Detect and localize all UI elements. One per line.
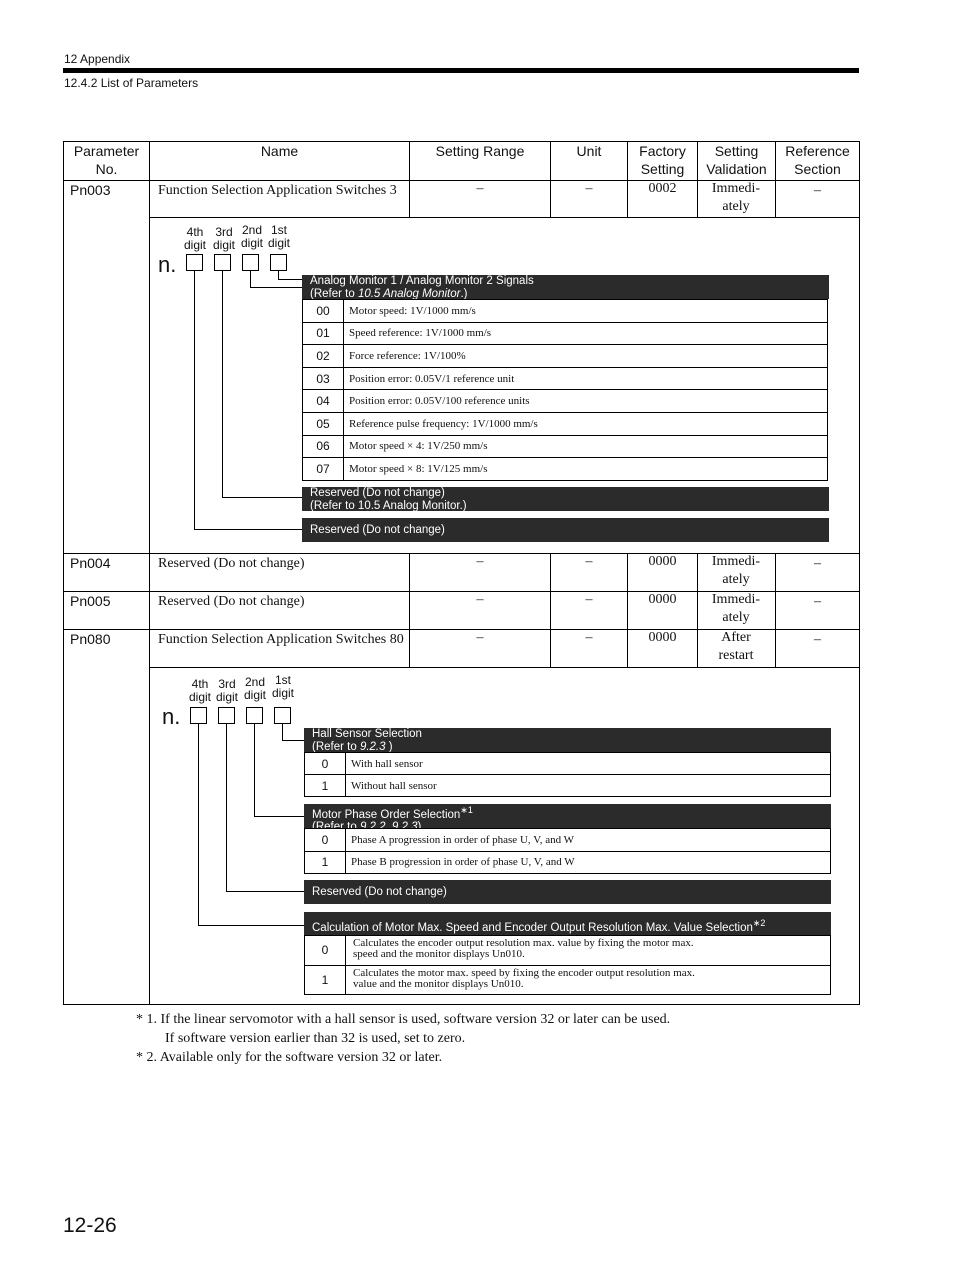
param-number: Pn004 [70,555,111,571]
setting-range: – [476,630,484,645]
analog-monitor-title: Analog Monitor 1 / Analog Monitor 2 Signals [310,275,534,287]
unit: – [585,554,593,569]
col-header-setting-validation: Setting Validation [706,143,767,177]
option-row [302,367,828,391]
n-prefix: n. [158,252,177,277]
reference-section: – [814,183,821,198]
param-number: Pn003 [70,182,111,198]
option-row [302,457,828,481]
digit-box [274,707,291,724]
footnote-marker: ∗2 [752,918,766,928]
option-description: Position error: 0.05V/100 reference units [349,395,530,408]
option-row [304,965,831,996]
param-name: Function Selection Application Switches 3 [158,183,397,198]
setting-validation: Immedi-ately [711,592,761,625]
reserved-header: Reserved (Do not change) [304,880,831,904]
factory-setting: 0002 [648,181,677,196]
reference-section: – [814,556,821,571]
option-row [302,299,828,323]
digit-label-2nd: 2nd digit [240,223,263,250]
option-code: 1 [305,775,346,796]
option-row [304,752,831,775]
param-number: Pn005 [70,593,111,609]
section-reference: 10.5 Analog Monitor [357,287,461,300]
analog-monitor-header: Analog Monitor 1 / Analog Monitor 2 Signals (Refer to 10.5 Analog Monitor.) [302,275,829,299]
setting-validation: Immedi-ately [711,554,761,587]
param-name: Reserved (Do not change) [158,594,305,609]
setting-validation: Immedi-ately [711,181,761,214]
reference-section: – [814,594,821,609]
option-row [304,828,831,852]
factory-setting: 0000 [648,630,677,645]
option-code: 0 [305,753,346,774]
option-row [302,412,828,436]
option-code: 05 [303,413,344,435]
factory-setting: 0000 [648,592,677,607]
reserved-with-reference: Reserved (Do not change) (Refer to 10.5 Analog Monitor.) [302,487,829,511]
option-row [302,344,828,368]
calc-selection-title: Calculation of Motor Max. Speed and Encoder Output Resolution Max. Value Selection [312,921,753,934]
option-description: Motor speed × 4: 1V/250 mm/s [349,440,488,453]
col-header-reference-section: Reference Section [785,143,850,177]
option-description: Position error: 0.05V/1 reference unit [349,372,515,385]
setting-validation: After restart [718,630,754,663]
option-row [302,322,828,346]
digit-label-2nd: 2nd digit [243,675,266,702]
digit-label-3rd: 3rd digit [212,225,235,252]
option-code: 0 [305,936,346,965]
unit: – [585,181,593,196]
footnote-1: * 1. If the linear servomotor with a hall sensor is used, software version 32 or later can be used. [136,1012,671,1027]
option-row [302,389,828,413]
col-header-param-no: Parameter No. [73,143,140,177]
reference-section: – [814,632,821,647]
footnote-2: * 2. Available only for the software version 32 or later. [136,1050,443,1065]
digit-label-1st: 1st digit [267,223,290,250]
digit-box [190,707,207,724]
param-name: Reserved (Do not change) [158,556,305,571]
footnote-marker: ∗1 [460,805,473,815]
digit-label-4th: 4th digit [188,677,211,704]
calc-selection-header [304,912,831,935]
phase-order-title: Motor Phase Order Selection [312,808,461,821]
n-prefix: n. [162,704,181,729]
page-number: 12-26 [63,1214,117,1237]
digit-box [218,707,235,724]
chapter-header: 12 Appendix [64,52,131,66]
col-header-unit: Unit [576,143,602,159]
option-description: Without hall sensor [351,779,437,792]
option-description: Speed reference: 1V/1000 mm/s [349,327,492,340]
option-description: Calculates the encoder output resolution max. value by fixing the motor max. speed and the monitor displays Un010. [353,937,694,960]
option-code: 0 [305,829,346,851]
digit-box [242,254,259,271]
header-rule [63,68,859,73]
section-header: 12.4.2 List of Parameters [64,76,199,90]
option-code: 04 [303,390,344,412]
option-description: Phase A progression in order of phase U, V, and W [351,833,575,846]
option-description: Motor speed: 1V/1000 mm/s [349,304,476,317]
hall-sensor-header: Hall Sensor Selection (Refer to 9.2.3 ) [304,728,831,752]
param-number: Pn080 [70,631,111,647]
col-header-factory-setting: Factory Setting [639,143,686,177]
unit: – [585,630,593,645]
reserved-header: Reserved (Do not change) [302,518,829,542]
option-row [304,851,831,875]
phase-order-header [304,804,831,828]
option-code: 02 [303,345,344,367]
unit: – [585,592,593,607]
setting-range: – [476,592,484,607]
option-row [302,435,828,459]
option-code: 07 [303,458,344,480]
option-description: With hall sensor [351,757,423,770]
col-header-name: Name [260,143,299,159]
option-code: 1 [305,852,346,874]
option-row [304,935,831,966]
section-reference: 9.2.3 [359,740,386,753]
digit-label-4th: 4th digit [183,225,206,252]
option-code: 01 [303,323,344,345]
option-code: 1 [305,966,346,995]
setting-range: – [476,554,484,569]
option-description: Motor speed × 8: 1V/125 mm/s [349,462,488,475]
option-code: 00 [303,300,344,322]
option-description: Phase B progression in order of phase U, V, and W [351,856,575,869]
digit-label-3rd: 3rd digit [215,677,238,704]
option-description: Force reference: 1V/100% [349,349,466,362]
digit-box [214,254,231,271]
digit-label-1st: 1st digit [271,673,294,700]
option-code: 06 [303,436,344,458]
digit-box [270,254,287,271]
option-row [304,774,831,797]
digit-box [246,707,263,724]
factory-setting: 0000 [648,554,677,569]
option-code: 03 [303,368,344,390]
footnote-1-continued: If software version earlier than 32 is used, set to zero. [165,1031,466,1046]
col-header-setting-range: Setting Range [435,143,525,159]
digit-box [186,254,203,271]
option-description: Calculates the motor max. speed by fixing the encoder output resolution max. value and the monitor displays Un010. [353,966,695,990]
setting-range: – [476,181,484,196]
option-description: Reference pulse frequency: 1V/1000 mm/s [349,417,538,430]
hall-sensor-title: Hall Sensor Selection [312,728,422,740]
param-name: Function Selection Application Switches 80 [158,632,404,647]
